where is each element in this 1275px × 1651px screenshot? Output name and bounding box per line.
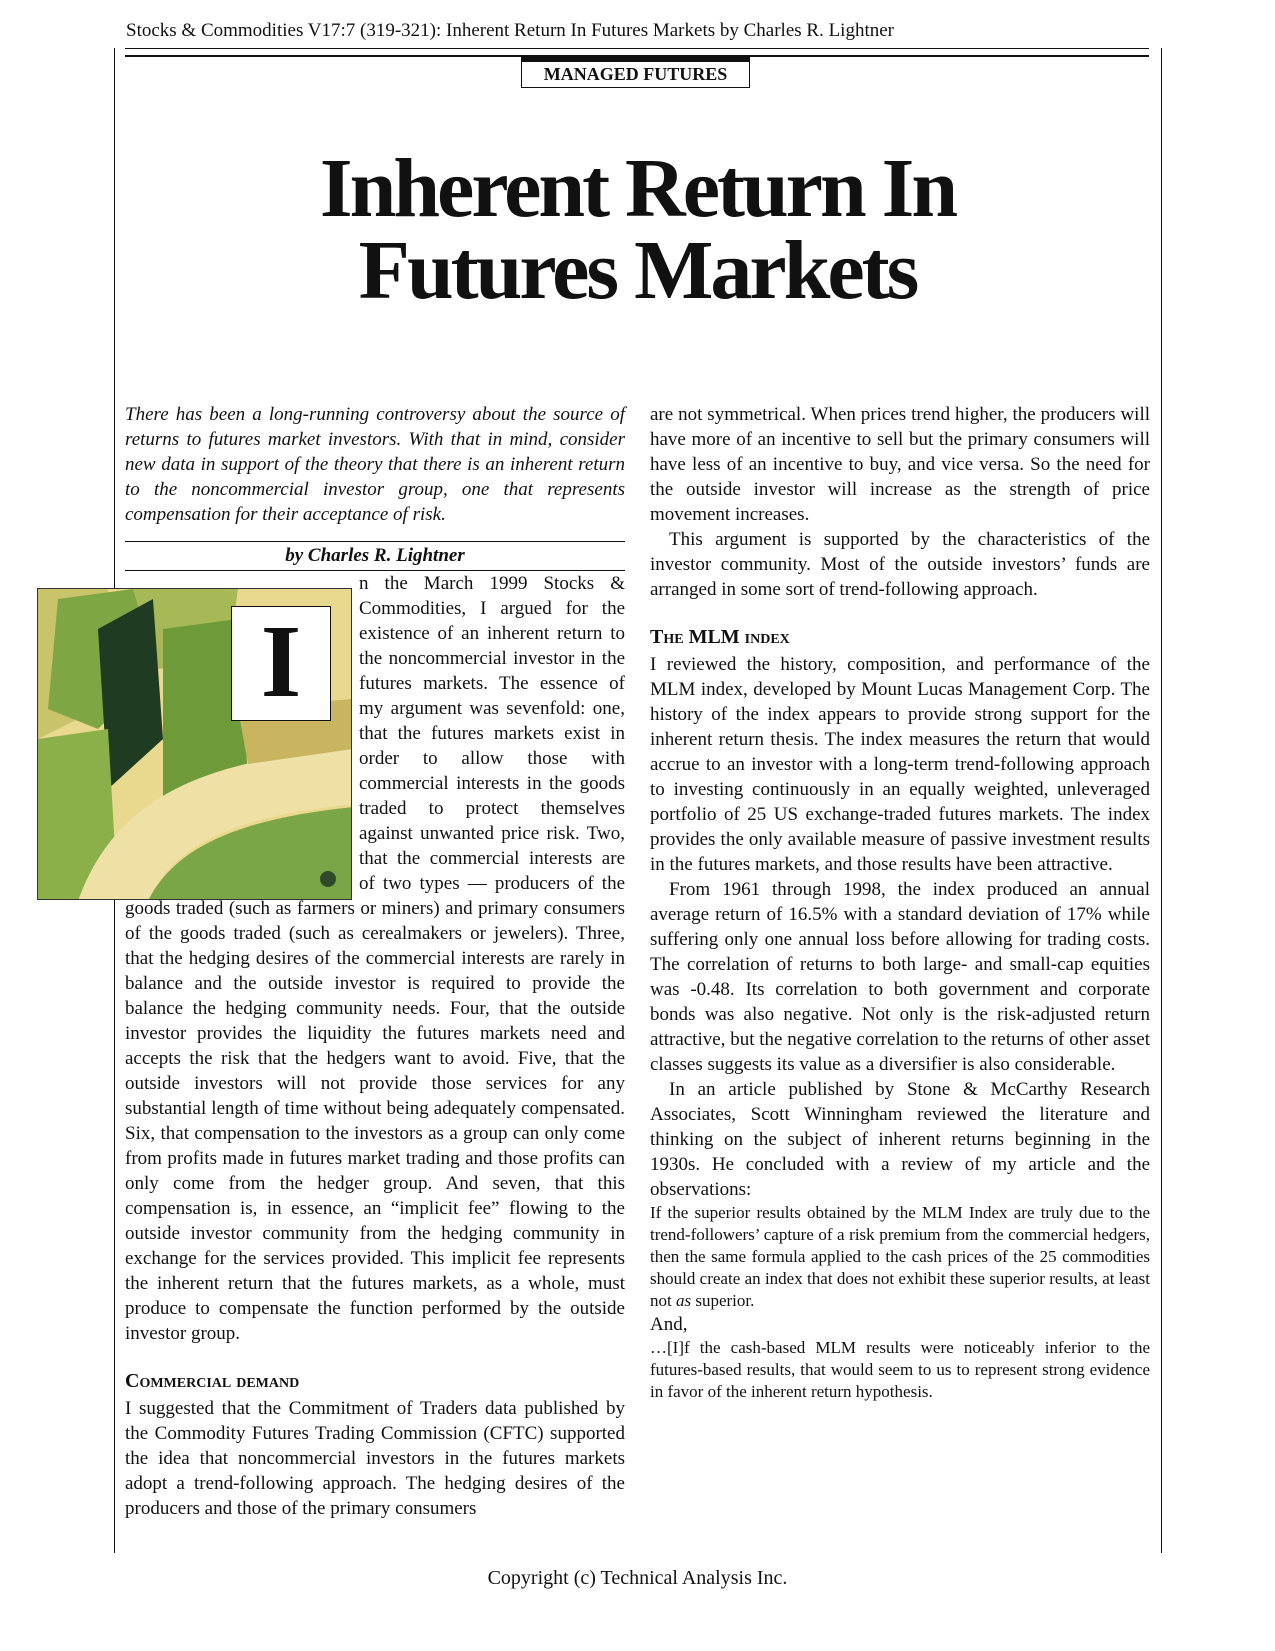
body-paragraph: From 1961 through 1998, the index produced an annual average return of 16.5% with a standard deviation of 17% while suffering only one annual loss before allowing for trading costs. The correlation of returns to both large- and small-cap equities was -0.48. Its correlation to both government and corporate bonds was also negative. Not only is the risk-adjusted return attractive, but the negative correlation to the returns of other asset classes suggests its value as a diversifier is also considerable. <box>650 879 1150 1075</box>
quote-emphasis: as <box>675 1291 692 1310</box>
body-paragraph: n the March 1999 Stocks & Commodities, I argued for the existence of an inherent return to the noncommercial investor in the futures markets. The essence of my argument was sevenfold: one, that the futures markets exist in order to allow those with commercial interests in the goods traded to protect themselves against unwanted price risk. Two, that the commercial interests are of two types — producers of the goods traded (such as farmers or miners) and primary consumers of the goods traded (such as cerealmakers or jewelers). Three, that the hedging desires of the commercial interests are rarely in balance and the outside investor is required to provide the balance the hedging community needs. Four, that the outside investor provides the liquidity the futures markets need and accepts the risk that the hedgers want to avoid. Five, that the outside investors will not provide those services for any substantial length of time without being adequately compensated. Six, that compensation to the investors as a group can only come from profits made in futures market trading and those profits can only come from the hedger group. And seven, that this compensation is, in essence, an “implicit fee” flowing to the outside investor community from the hedging community in exchange for the services provided. This implicit fee represents the inherent return that the futures markets, as a whole, must produce to compensate the function performed by the outside investor group. <box>125 573 625 1344</box>
block-quote <box>650 1202 1150 1312</box>
body-paragraph: I reviewed the history, composition, and performance of the MLM index, developed by Mount Lucas Management Corp. The history of the index appears to provide strong support for the inherent return thesis. The index measures the return that would accrue to an investor with a long-term trend-following approach to investing continuously in an equally weighted, unleveraged portfolio of 25 US exchange-traded futures markets. The index provides the only available measure of passive investment results in the futures markets, and those results have been attractive. <box>650 654 1150 875</box>
quote-text: superior. <box>691 1291 755 1310</box>
body-paragraph: In an article published by Stone & McCarthy Research Associates, Scott Winningham reviewed the literature and thinking on the subject of inherent returns beginning in the 1930s. He concluded with a review of my article and the observations: <box>650 1079 1150 1200</box>
title-line-1: Inherent Return In <box>319 142 956 235</box>
section-heading: Commercial demand <box>125 1370 300 1392</box>
header-rule <box>125 48 1149 49</box>
article-deck: There has been a long-running controversy about the source of returns to futures market investors. With that in mind, consider new data in support of the theory that there is an inherent return to the noncommercial investor group, one that represents compensation for their acceptance of risk. <box>125 404 625 525</box>
copyright-footer: Copyright (c) Technical Analysis Inc. <box>487 1567 788 1589</box>
body-paragraph: I suggested that the Commitment of Traders data published by the Commodity Futures Trading Commission (CFTC) supported the idea that noncommercial investors in the futures markets adopt a trend-following approach. The hedging desires of the producers and those of the primary consumers <box>125 1398 625 1519</box>
body-paragraph: This argument is supported by the characteristics of the investor community. Most of the outside investors’ funds are arranged in some sort of trend-following approach. <box>650 529 1150 600</box>
body-paragraph: are not symmetrical. When prices trend higher, the producers will have more of an incentive to sell but the primary consumers will have less of an incentive to buy, and vice versa. So the need for the outside investor will increase as the strength of price movement increases. <box>650 404 1150 525</box>
right-margin-rule <box>1161 48 1162 1553</box>
running-head: Stocks & Commodities V17:7 (319-321): Inherent Return In Futures Markets by Charles R. Lightner <box>126 20 894 41</box>
right-column <box>650 402 1150 1403</box>
block-quote: …[I]f the cash-based MLM results were noticeably inferior to the futures-based results, that would seem to us to represent strong evidence in favor of the inherent return hypothesis. <box>650 1338 1150 1401</box>
section-heading: The MLM index <box>650 626 790 648</box>
article-title <box>200 142 1075 317</box>
department-label: MANAGED FUTURES <box>521 57 750 88</box>
body-paragraph: And, <box>650 1314 688 1335</box>
art-detail <box>320 871 336 887</box>
drop-cap: I <box>231 606 331 721</box>
title-line-2: Futures Markets <box>358 224 917 317</box>
byline: by Charles R. Lightner <box>285 545 465 566</box>
quote-text: If the superior results obtained by the MLM Index are truly due to the trend-followers’ capture of a risk premium from the commercial hedgers, then the same formula applied to the cash prices of the 25 commodities should create an index that does not exhibit these superior results, at least not <box>650 1203 1150 1310</box>
left-column <box>125 402 625 1521</box>
